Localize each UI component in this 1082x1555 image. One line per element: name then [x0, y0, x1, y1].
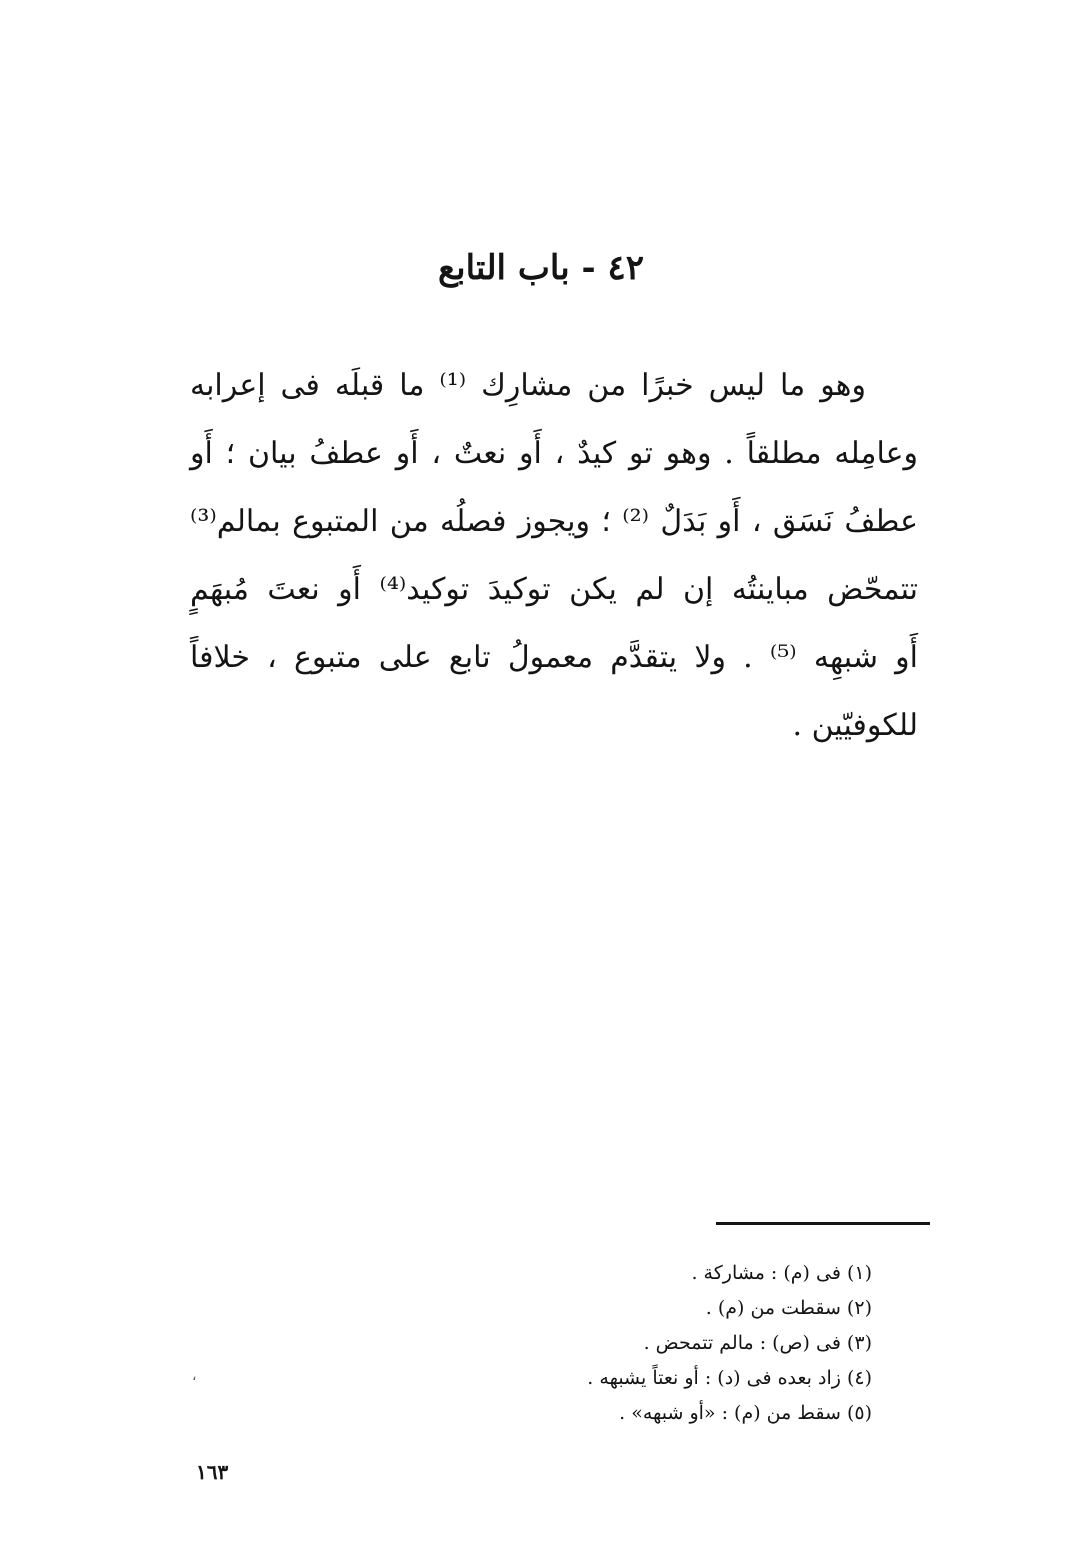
page-number: ١٦٣: [196, 1460, 229, 1484]
footnote-1: (١) فى (م) : مشاركة .: [691, 1262, 872, 1284]
main-paragraph: [190, 352, 918, 760]
paragraph-line: للكوفيّين .: [792, 708, 918, 743]
footnotes: [540, 1256, 872, 1431]
paragraph-line: وهو ما ليس خبرًا من مشارِك ⁽¹⁾ ما قبلَه فى إعرابه: [190, 368, 866, 403]
footnote-5: (٥) سقط من (م) : «أو شبهه» .: [619, 1402, 872, 1424]
footnote-separator: [716, 1222, 930, 1225]
paragraph-line: وعامِله مطلقاً . وهو تو كيدٌ ، أَو نعتٌ ، أَو عطفُ بيان ؛ أَو: [190, 436, 918, 471]
footnote-4: (٤) زاد بعده فى (د) : أو نعتاً يشبهه .: [587, 1367, 872, 1389]
footnote-2: (٢) سقطت من (م) .: [705, 1297, 872, 1319]
chapter-title: ٤٢ - باب التابع: [438, 248, 644, 288]
paragraph-line: عطفُ نَسَق ، أَو بَدَلٌ ⁽²⁾ ؛ ويجوز فصلُه من المتبوع بمالم⁽³⁾: [190, 504, 918, 539]
footnote-3: (٣) فى (ص) : مالم تتمحض .: [643, 1332, 872, 1354]
stray-mark: ،: [192, 1368, 197, 1384]
paragraph-line: تتمحّض مباينتُه إن لم يكن توكيدَ توكيد⁽⁴⁾ أَو نعتَ مُبهَمٍ: [190, 572, 918, 607]
paragraph-line: أَو شبهِه ⁽⁵⁾ . ولا يتقدَّم معمولُ تابع على متبوع ، خلافاً: [190, 640, 918, 675]
